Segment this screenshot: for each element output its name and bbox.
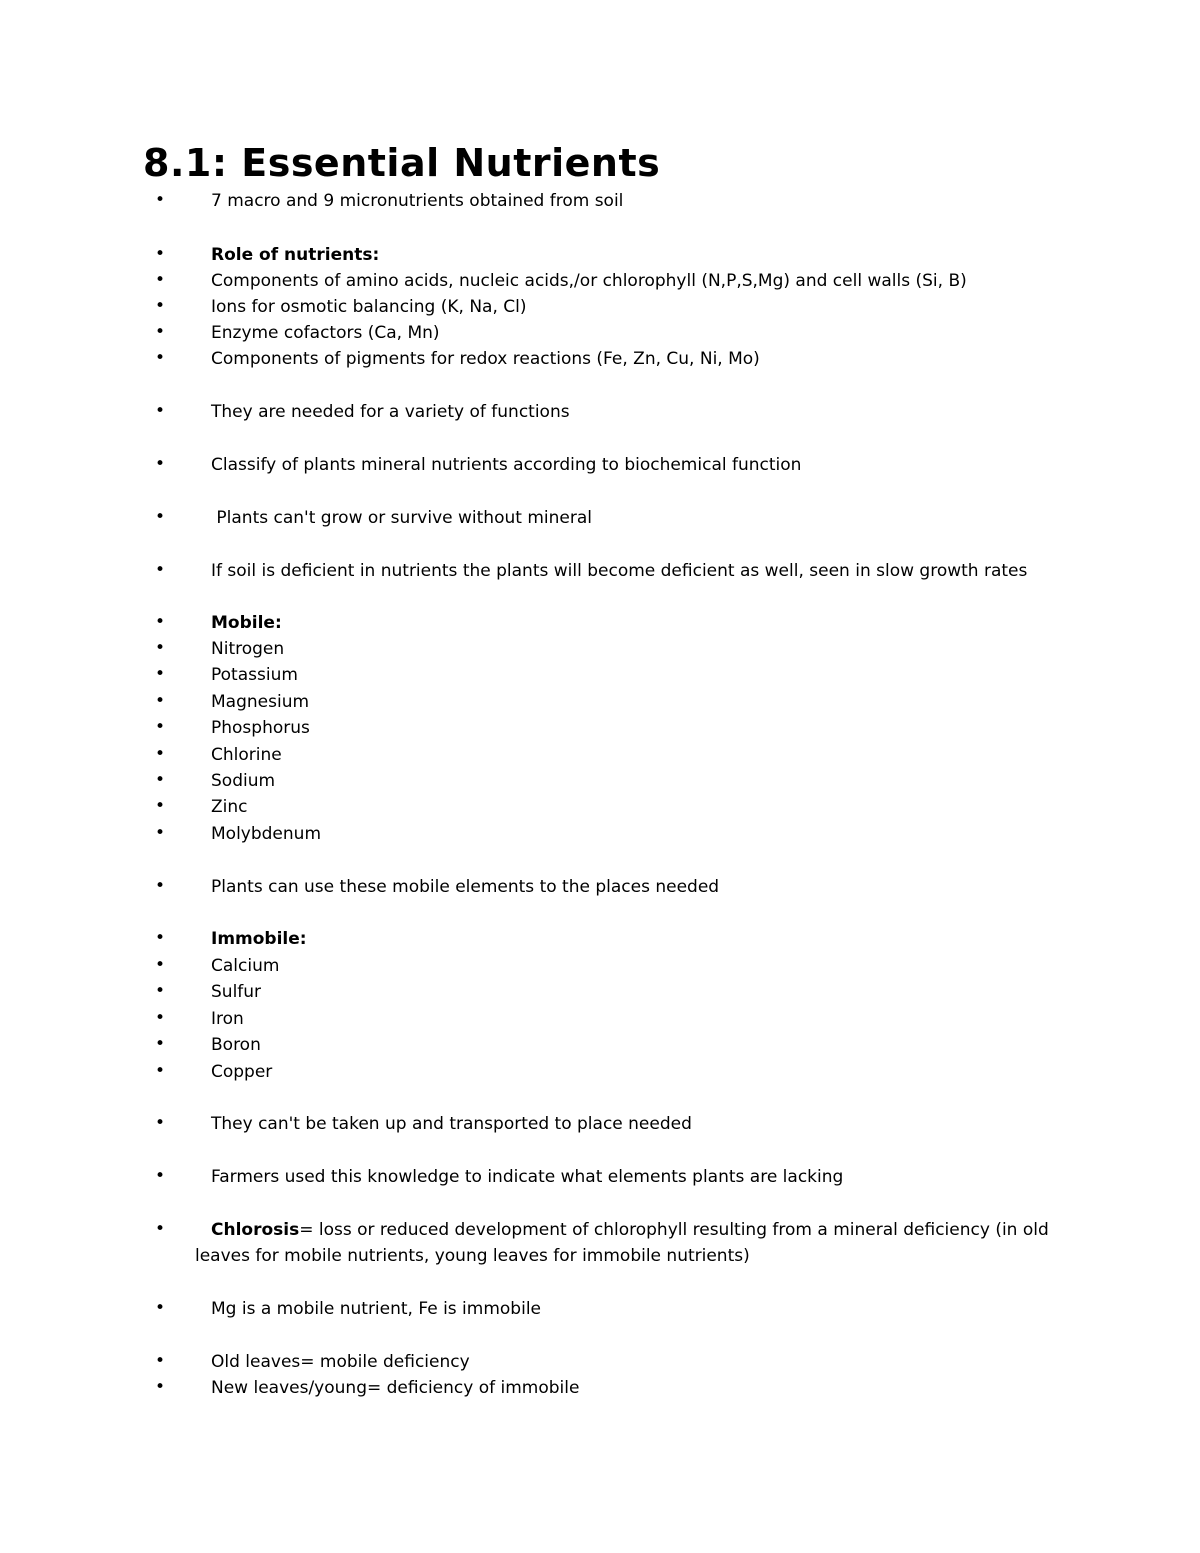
bullet-icon: •	[155, 981, 166, 1001]
item-text: Mg is a mobile nutrient, Fe is immobile	[211, 1299, 541, 1319]
list-item	[0, 1032, 1200, 1058]
list-item	[0, 1111, 1200, 1137]
item-text: Iron	[211, 1009, 244, 1029]
page-title: 8.1: Essential Nutrients	[143, 141, 661, 185]
bullet-icon: •	[155, 1113, 166, 1133]
list-item	[0, 268, 1200, 294]
list-item	[0, 979, 1200, 1005]
item-text: Components of amino acids, nucleic acids,/or chlorophyll (N,P,S,Mg) and cell walls (Si, B)	[211, 271, 967, 291]
list-item	[0, 610, 1200, 636]
bullet-icon: •	[155, 1377, 166, 1397]
list-item	[0, 662, 1200, 688]
bullet-icon: •	[155, 1298, 166, 1318]
bullet-icon: •	[155, 296, 166, 316]
list-item	[0, 742, 1200, 768]
section-heading: Role of nutrients:	[211, 245, 380, 265]
list-item	[0, 558, 1200, 584]
item-text: Sodium	[211, 771, 276, 791]
bullet-icon: •	[155, 270, 166, 290]
item-text: Plants can use these mobile elements to the places needed	[211, 877, 720, 897]
item-text: They can't be taken up and transported to place needed	[211, 1114, 692, 1134]
definition-line-1: = loss or reduced development of chlorophyll resulting from a mineral deficiency (in old	[299, 1220, 1049, 1240]
list-item	[0, 953, 1200, 979]
item-text: Magnesium	[211, 692, 310, 712]
bullet-icon: •	[155, 190, 166, 210]
bullet-icon: •	[155, 664, 166, 684]
item-text: Phosphorus	[211, 718, 310, 738]
bullet-icon: •	[155, 638, 166, 658]
bullet-icon: •	[155, 876, 166, 896]
item-text: Old leaves= mobile deficiency	[211, 1352, 470, 1372]
item-text: Ions for osmotic balancing (K, Na, Cl)	[211, 297, 527, 317]
list-item	[0, 1006, 1200, 1032]
list-item	[0, 636, 1200, 662]
item-text: Boron	[211, 1035, 261, 1055]
item-text: New leaves/young= deficiency of immobile	[211, 1378, 580, 1398]
item-text: 7 macro and 9 micronutrients obtained from soil	[211, 191, 624, 211]
item-text: Components of pigments for redox reactions (Fe, Zn, Cu, Ni, Mo)	[211, 349, 760, 369]
bullet-icon: •	[155, 560, 166, 580]
bullet-icon: •	[155, 928, 166, 948]
bullet-icon: •	[155, 823, 166, 843]
list-item	[0, 505, 1200, 531]
list-item	[0, 715, 1200, 741]
definition-line-2: leaves for mobile nutrients, young leaves for immobile nutrients)	[195, 1246, 750, 1266]
bullet-icon: •	[155, 1034, 166, 1054]
bullet-icon: •	[155, 717, 166, 737]
bullet-icon: •	[155, 1008, 166, 1028]
item-text: Molybdenum	[211, 824, 322, 844]
bullet-icon: •	[155, 770, 166, 790]
list-item	[0, 794, 1200, 820]
list-item	[0, 768, 1200, 794]
bullet-icon: •	[155, 796, 166, 816]
list-item	[0, 689, 1200, 715]
list-item	[0, 1059, 1200, 1085]
section-heading: Immobile:	[211, 929, 307, 949]
bullet-icon: •	[155, 955, 166, 975]
list-item	[0, 188, 1200, 214]
bullet-icon: •	[155, 401, 166, 421]
item-text: Classify of plants mineral nutrients according to biochemical function	[211, 455, 802, 475]
item-text: If soil is deficient in nutrients the plants will become deficient as well, seen in slow growth rates	[211, 561, 1028, 581]
list-item	[0, 399, 1200, 425]
item-text: Calcium	[211, 956, 280, 976]
list-item	[0, 926, 1200, 952]
list-item	[0, 1217, 1200, 1269]
list-item	[0, 320, 1200, 346]
item-text: Zinc	[211, 797, 248, 817]
item-text: Potassium	[211, 665, 298, 685]
list-item	[0, 1164, 1200, 1190]
bullet-icon: •	[155, 1219, 166, 1239]
list-item	[0, 821, 1200, 847]
list-item	[0, 1349, 1200, 1375]
list-item	[0, 452, 1200, 478]
bullet-icon: •	[155, 1061, 166, 1081]
list-item	[0, 346, 1200, 372]
list-item	[0, 874, 1200, 900]
item-text	[211, 1217, 1049, 1243]
item-text: Chlorine	[211, 745, 282, 765]
bullet-icon: •	[155, 1166, 166, 1186]
item-text: Farmers used this knowledge to indicate what elements plants are lacking	[211, 1167, 844, 1187]
bullet-icon: •	[155, 348, 166, 368]
item-text: Nitrogen	[211, 639, 285, 659]
item-text: Plants can't grow or survive without mineral	[211, 508, 592, 528]
item-text: Enzyme cofactors (Ca, Mn)	[211, 323, 440, 343]
bullet-icon: •	[155, 691, 166, 711]
section-heading: Mobile:	[211, 613, 282, 633]
bullet-icon: •	[155, 322, 166, 342]
bullet-icon: •	[155, 744, 166, 764]
bullet-icon: •	[155, 454, 166, 474]
item-text: Sulfur	[211, 982, 262, 1002]
bullet-icon: •	[155, 612, 166, 632]
list-item	[0, 1296, 1200, 1322]
item-text: Copper	[211, 1062, 273, 1082]
bullet-icon: •	[155, 507, 166, 527]
bullet-icon: •	[155, 1351, 166, 1371]
item-text: They are needed for a variety of functions	[211, 402, 570, 422]
term-chlorosis: Chlorosis	[211, 1220, 300, 1240]
bullet-icon: •	[155, 244, 166, 264]
list-item	[0, 242, 1200, 268]
list-item	[0, 1375, 1200, 1401]
list-item	[0, 294, 1200, 320]
